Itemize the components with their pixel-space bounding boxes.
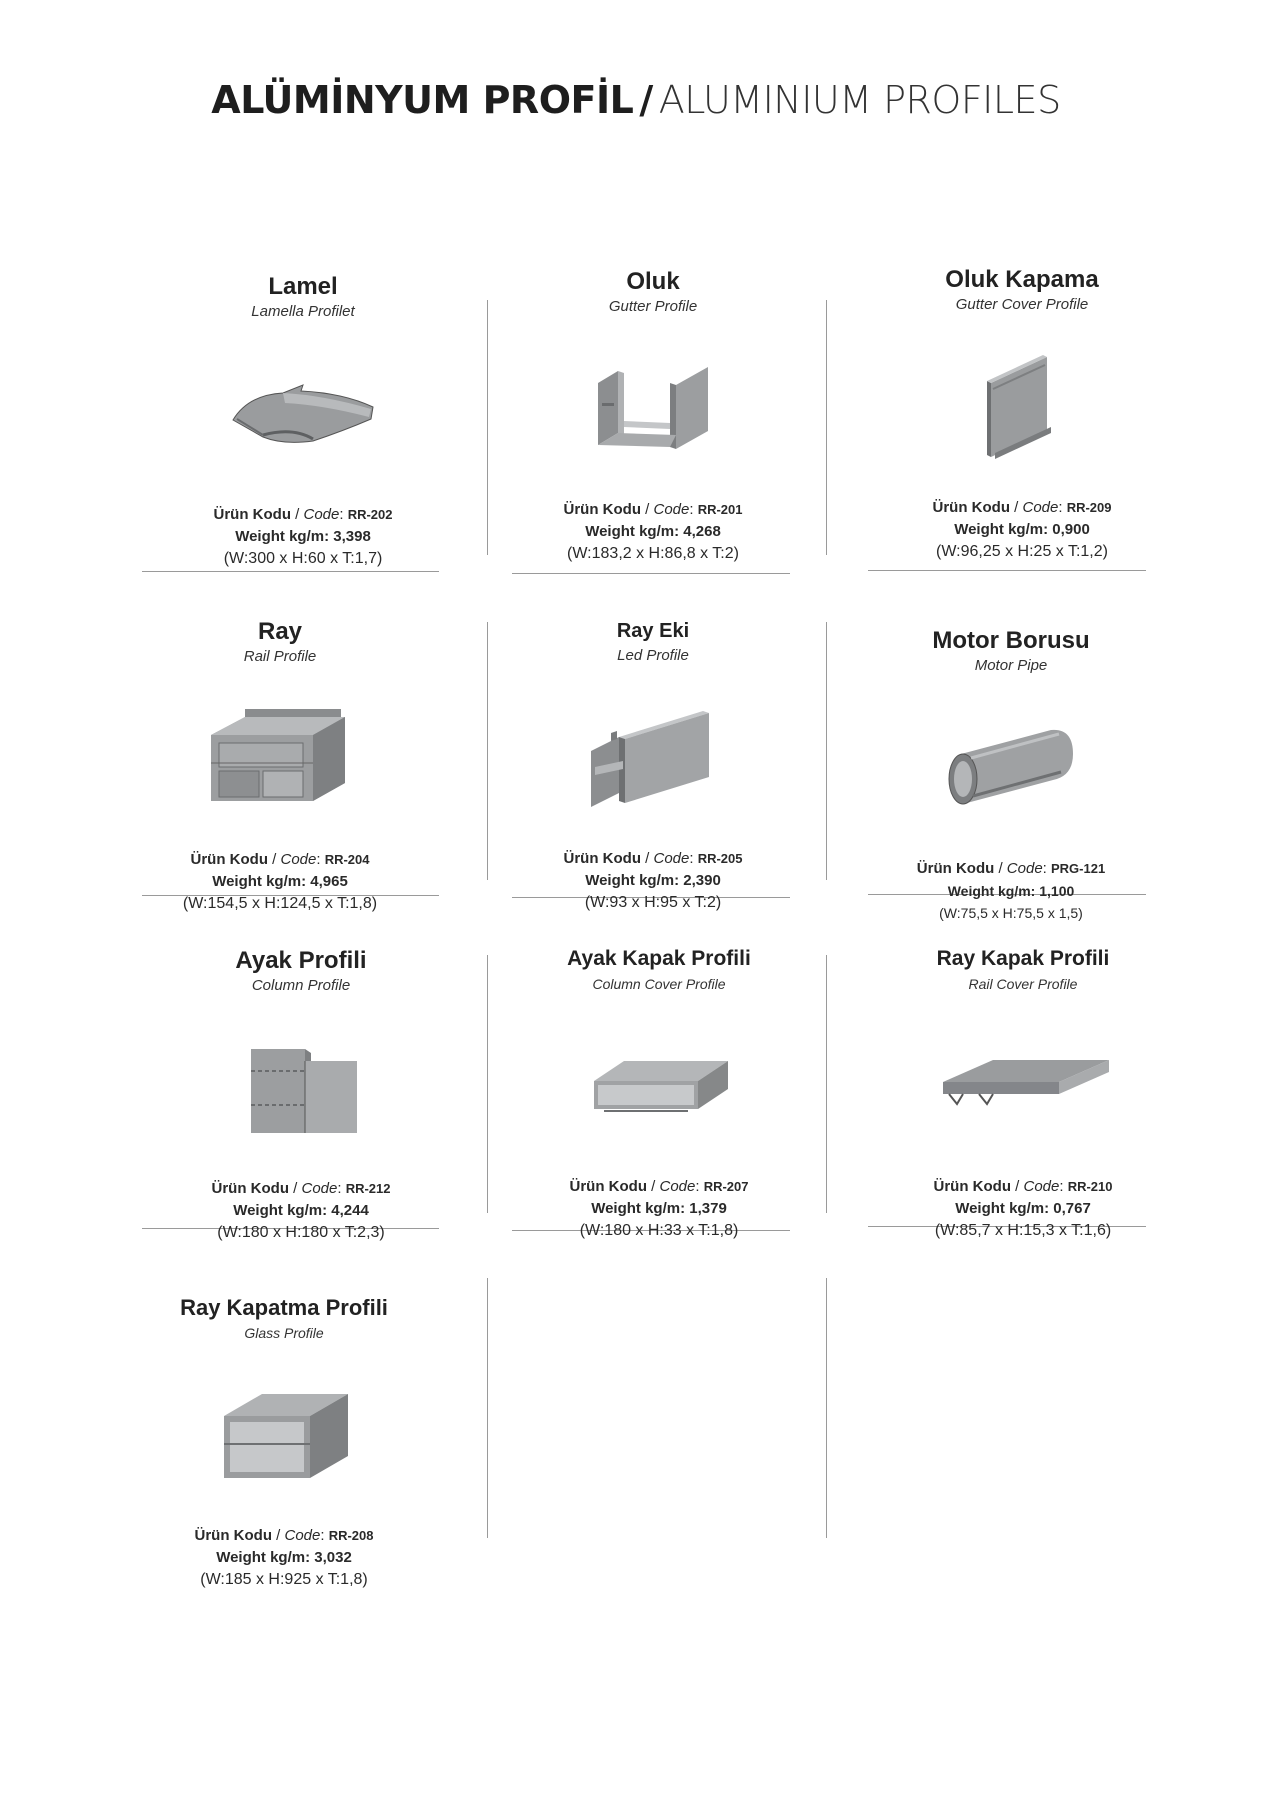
product-weight-line: [853, 1198, 1193, 1220]
product-name: Ayak Profili: [235, 947, 367, 974]
weight-key: Weight kg/m:: [947, 883, 1036, 899]
product-dimensions: (W:96,25 x H:25 x T:1,2): [936, 543, 1108, 560]
product-name: Ray Kapatma Profili: [180, 1295, 388, 1320]
product-weight-line: [133, 526, 473, 548]
column-cover-profile-icon: [489, 1012, 829, 1162]
product-card-ayak-profili: [131, 947, 471, 1244]
product-dimensions: (W:75,5 x H:75,5 x 1,5): [939, 905, 1083, 921]
product-weight-line: [114, 1547, 454, 1569]
weight-key: Weight kg/m:: [955, 1200, 1050, 1217]
product-code-line: Ürün Kodu / Code: RR-202: [213, 506, 393, 523]
product-name: Motor Borusu: [932, 627, 1090, 654]
code-word: Code: [653, 501, 690, 518]
led-profile-icon: [483, 684, 823, 834]
product-code-line: Ürün Kodu / Code: RR-201: [563, 501, 743, 518]
product-card-ray-kapatma-profili: [114, 1294, 454, 1591]
product-code-line: Ürün Kodu / Code: RR-208: [194, 1527, 374, 1544]
divider: [487, 1278, 488, 1538]
product-weight: 1,379: [689, 1200, 727, 1217]
page-title-separator: /: [639, 78, 653, 122]
product-subtitle: Column Cover Profile: [592, 976, 726, 992]
code-slash: /: [645, 501, 650, 518]
product-weight-line: [852, 519, 1192, 541]
product-card-ayak-kapak-profili: [489, 945, 829, 1242]
product-code-line: Ürün Kodu / Code: RR-210: [933, 1178, 1113, 1195]
glass-profile-icon: [114, 1361, 454, 1511]
product-code: RR-201: [697, 502, 743, 517]
product-name: Ray Kapak Profili: [936, 947, 1110, 970]
page-title-tr: ALÜMİNYUM PROFİL: [211, 78, 634, 122]
product-weight-line: [489, 1198, 829, 1220]
product-card-motor-borusu: [841, 627, 1181, 924]
code-word: Code: [1006, 860, 1043, 877]
divider: [487, 955, 488, 1213]
code-key: Ürün Kodu: [194, 1527, 272, 1544]
code-slash: /: [1014, 499, 1019, 516]
product-dimensions: (W:85,7 x H:15,3 x T:1,6): [934, 1222, 1112, 1239]
code-word: Code: [301, 1180, 338, 1197]
product-subtitle: Glass Profile: [244, 1325, 324, 1341]
product-weight: 0,767: [1053, 1200, 1091, 1217]
code-key: Ürün Kodu: [933, 1178, 1011, 1195]
product-code: RR-212: [345, 1181, 391, 1196]
code-word: Code: [1022, 499, 1059, 516]
code-key: Ürün Kodu: [213, 506, 291, 523]
product-code-line: Ürün Kodu / Code: RR-205: [563, 850, 743, 867]
product-code-line: Ürün Kodu / Code: RR-209: [932, 499, 1112, 516]
column-profile-icon: [131, 1014, 471, 1164]
product-code: RR-207: [703, 1179, 749, 1194]
product-weight: 3,398: [333, 528, 371, 545]
gutter-cover-profile-icon: [852, 333, 1192, 483]
code-word: Code: [284, 1527, 321, 1544]
code-word: Code: [653, 850, 690, 867]
motor-pipe-icon: [841, 694, 1181, 844]
product-name: Ayak Kapak Profili: [567, 947, 751, 970]
weight-key: Weight kg/m:: [233, 1202, 328, 1219]
product-weight: 3,032: [314, 1549, 352, 1566]
page-title-en: ALUMINIUM PROFILES: [658, 78, 1061, 122]
code-key: Ürün Kodu: [932, 499, 1010, 516]
weight-key: Weight kg/m:: [585, 872, 680, 889]
code-word: Code: [303, 506, 340, 523]
code-key: Ürün Kodu: [190, 851, 268, 868]
product-code: RR-209: [1066, 500, 1112, 515]
product-name: Oluk Kapama: [945, 266, 1099, 293]
product-code-line: Ürün Kodu / Code: RR-212: [211, 1180, 391, 1197]
code-slash: /: [998, 860, 1003, 877]
code-key: Ürün Kodu: [569, 1178, 647, 1195]
product-code: RR-202: [347, 507, 393, 522]
code-word: Code: [280, 851, 317, 868]
code-key: Ürün Kodu: [563, 850, 641, 867]
product-subtitle: Gutter Cover Profile: [955, 296, 1089, 313]
product-card-ray-kapak-profili: [853, 945, 1193, 1242]
product-dimensions: (W:154,5 x H:124,5 x T:1,8): [182, 895, 378, 912]
weight-key: Weight kg/m:: [216, 1549, 311, 1566]
divider: [142, 571, 439, 572]
product-weight-line: [841, 880, 1181, 902]
product-code-line: Ürün Kodu / Code: RR-204: [190, 851, 370, 868]
product-code: RR-210: [1067, 1179, 1113, 1194]
weight-key: Weight kg/m:: [212, 873, 307, 890]
code-key: Ürün Kodu: [563, 501, 641, 518]
code-slash: /: [295, 506, 300, 523]
product-code: RR-208: [328, 1528, 374, 1543]
code-slash: /: [276, 1527, 281, 1544]
product-code: PRG-121: [1051, 861, 1106, 876]
divider: [868, 570, 1146, 571]
product-weight: 4,244: [331, 1202, 369, 1219]
product-code-line: Ürün Kodu / Code: RR-207: [569, 1178, 749, 1195]
code-key: Ürün Kodu: [211, 1180, 289, 1197]
product-name: Ray: [257, 618, 303, 645]
code-slash: /: [1015, 1178, 1020, 1195]
product-subtitle: Led Profile: [617, 647, 689, 664]
product-weight-line: [483, 521, 823, 543]
product-card-oluk-kapama: [852, 266, 1192, 563]
product-dimensions: (W:180 x H:180 x T:2,3): [217, 1224, 385, 1241]
code-slash: /: [293, 1180, 298, 1197]
product-name: Lamel: [268, 273, 338, 300]
weight-key: Weight kg/m:: [235, 528, 330, 545]
product-dimensions: (W:93 x H:95 x T:2): [584, 894, 722, 911]
product-subtitle: Motor Pipe: [974, 657, 1048, 674]
product-weight: 1,100: [1039, 883, 1075, 899]
product-weight: 4,965: [310, 873, 348, 890]
divider: [512, 573, 790, 574]
product-card-oluk: [483, 268, 823, 565]
product-card-lamel: [133, 273, 473, 570]
code-word: Code: [1023, 1178, 1060, 1195]
divider: [826, 622, 827, 880]
weight-key: Weight kg/m:: [591, 1200, 686, 1217]
product-weight: 4,268: [683, 523, 721, 540]
product-weight-line: [131, 1200, 471, 1222]
product-subtitle: Rail Profile: [243, 648, 317, 665]
page-title: [0, 78, 1272, 122]
weight-key: Weight kg/m:: [585, 523, 680, 540]
product-card-ray: [110, 618, 450, 915]
gutter-profile-icon: [483, 335, 823, 485]
divider: [826, 1278, 827, 1538]
product-dimensions: (W:180 x H:33 x T:1,8): [579, 1222, 739, 1239]
product-subtitle: Rail Cover Profile: [968, 976, 1078, 992]
rail-profile-icon: [110, 685, 450, 835]
product-code: RR-204: [324, 852, 370, 867]
product-subtitle: Gutter Profile: [608, 298, 698, 315]
product-dimensions: (W:300 x H:60 x T:1,7): [223, 550, 383, 567]
product-subtitle: Column Profile: [251, 977, 351, 994]
product-weight-line: [110, 871, 450, 893]
product-weight-line: [483, 870, 823, 892]
lamella-profile-icon: [133, 340, 473, 490]
code-slash: /: [651, 1178, 656, 1195]
product-code: RR-205: [697, 851, 743, 866]
product-dimensions: (W:183,2 x H:86,8 x T:2): [567, 545, 739, 562]
weight-key: Weight kg/m:: [954, 521, 1049, 538]
product-card-ray-eki: [483, 617, 823, 914]
code-word: Code: [659, 1178, 696, 1195]
product-dimensions: (W:185 x H:925 x T:1,8): [200, 1571, 368, 1588]
divider: [826, 300, 827, 555]
product-code-line: Ürün Kodu / Code: PRG-121: [916, 860, 1106, 877]
product-name: Oluk: [626, 268, 680, 295]
code-slash: /: [645, 850, 650, 867]
product-subtitle: Lamella Profilet: [251, 303, 355, 320]
product-weight: 0,900: [1052, 521, 1090, 538]
code-slash: /: [272, 851, 277, 868]
code-key: Ürün Kodu: [916, 860, 995, 877]
rail-cover-profile-icon: [853, 1012, 1193, 1162]
product-weight: 2,390: [683, 872, 721, 889]
product-name: Ray Eki: [616, 620, 690, 642]
